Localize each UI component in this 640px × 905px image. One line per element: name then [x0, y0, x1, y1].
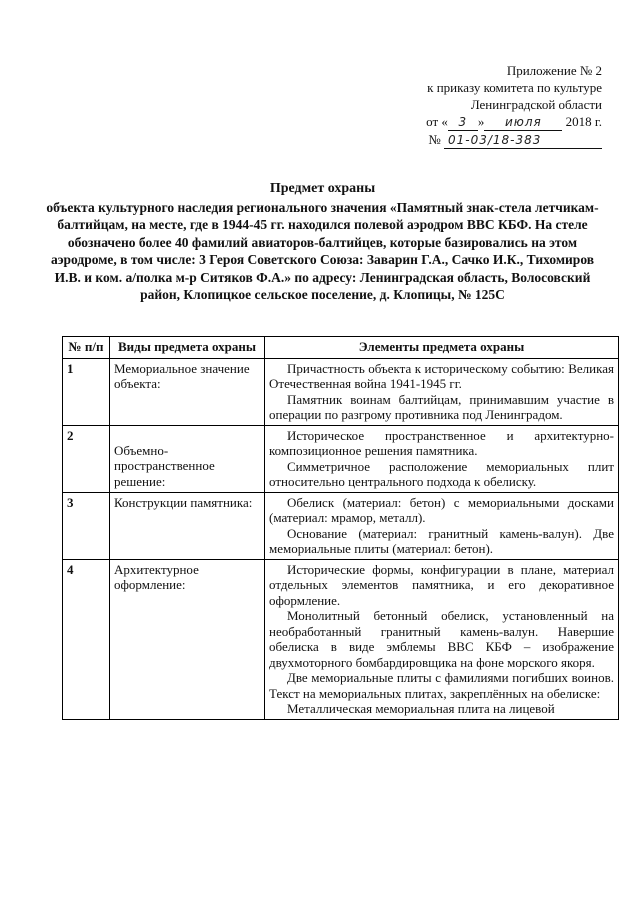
- row-kind: Объемно-пространственное решение:: [110, 425, 265, 492]
- document-title: [40, 180, 605, 304]
- appendix-block: [426, 62, 602, 149]
- date-prefix: от «: [426, 114, 448, 129]
- table-row: [63, 559, 619, 719]
- table-row: [63, 492, 619, 559]
- date-year: 2018 г.: [565, 114, 602, 129]
- appendix-number-line: [426, 131, 602, 149]
- appendix-date-line: [426, 113, 602, 131]
- row-elements: [265, 492, 619, 559]
- protection-table: [62, 336, 619, 720]
- element-paragraph: Историческое пространственное и архитектурно-композиционное решения памятника.: [269, 427, 614, 458]
- appendix-order-line: к приказу комитета по культуре: [427, 80, 602, 95]
- row-number: 4: [63, 559, 110, 719]
- table-header-row: [63, 337, 619, 359]
- row-kind: Конструкции памятника:: [110, 492, 265, 559]
- element-paragraph: Две мемориальные плиты с фамилиями погибших воинов. Текст на мемориальных плитах, закреплённых на обелиске:: [269, 670, 614, 701]
- header-elements: Элементы предмета охраны: [265, 337, 619, 359]
- row-kind: Мемориальное значение объекта:: [110, 358, 265, 425]
- element-paragraph: Основание (материал: гранитный камень-валун). Две мемориальные плиты (материал: бетон).: [269, 525, 614, 556]
- number-prefix: №: [428, 132, 441, 147]
- date-month-handwritten: июля: [484, 115, 562, 131]
- title-heading: Предмет охраны: [269, 181, 376, 196]
- header-number: № п/п: [63, 337, 110, 359]
- element-paragraph: Металлическая мемориальная плита на лицевой: [287, 701, 555, 716]
- date-quote: »: [477, 114, 485, 129]
- row-number: 3: [63, 492, 110, 559]
- row-elements: [265, 358, 619, 425]
- date-day-handwritten: 3: [448, 115, 478, 131]
- element-paragraph: Памятник воинам балтийцам, принимавшим участие в операции по разгрому противника под Ленинградом.: [269, 391, 614, 422]
- element-paragraph: Причастность объекта к историческому событию: Великая Отечественная война 1941-1945 гг.: [269, 360, 614, 391]
- row-number: 1: [63, 358, 110, 425]
- row-elements: [265, 425, 619, 492]
- row-kind: Архитектурное оформление:: [110, 559, 265, 719]
- title-description: объекта культурного наследия регионального значения «Памятный знак-стела летчикам-балтийцам, на месте, где в 1944-45 гг. находился полевой аэродром ВВС КБФ. На стеле обозначено более 40 фамилий авиаторов-балтийцев, которые базировались на этом аэродроме, в том числе: 3 Героя Советского Союза: Заварин Г.А., Сачко И.К., Тихомиров И.В. и ком. а/полка м-р Ситяков Ф.А.» по адресу: Ленинградская область, Волосовский район, Клопицкое сельское поселение, д. Клопицы, № 125С: [46, 199, 599, 302]
- row-elements: [265, 559, 619, 719]
- element-paragraph: Симметричное расположение мемориальных плит относительно центрального подхода к обелиску.: [269, 458, 614, 489]
- appendix-region-line: Ленинградской области: [470, 97, 602, 112]
- order-number-handwritten: 01-03/18-383: [444, 133, 602, 149]
- appendix-title: Приложение № 2: [506, 63, 602, 78]
- element-paragraph: Монолитный бетонный обелиск, установленный на необработанный гранитный камень-валун. Навершие обелиска в виде эмблемы ВВС КБФ – изображение двухмоторного бомбардировщика на фоне морского якоря.: [269, 608, 614, 670]
- table-row: [63, 358, 619, 425]
- header-kind: Виды предмета охраны: [110, 337, 265, 359]
- element-paragraph: Обелиск (материал: бетон) с мемориальными досками (материал: мрамор, металл).: [269, 494, 614, 525]
- element-paragraph: Исторические формы, конфигурации в плане, материал отдельных элементов памятника, и его декоративное оформление.: [269, 561, 614, 608]
- row-number: 2: [63, 425, 110, 492]
- table-row: [63, 425, 619, 492]
